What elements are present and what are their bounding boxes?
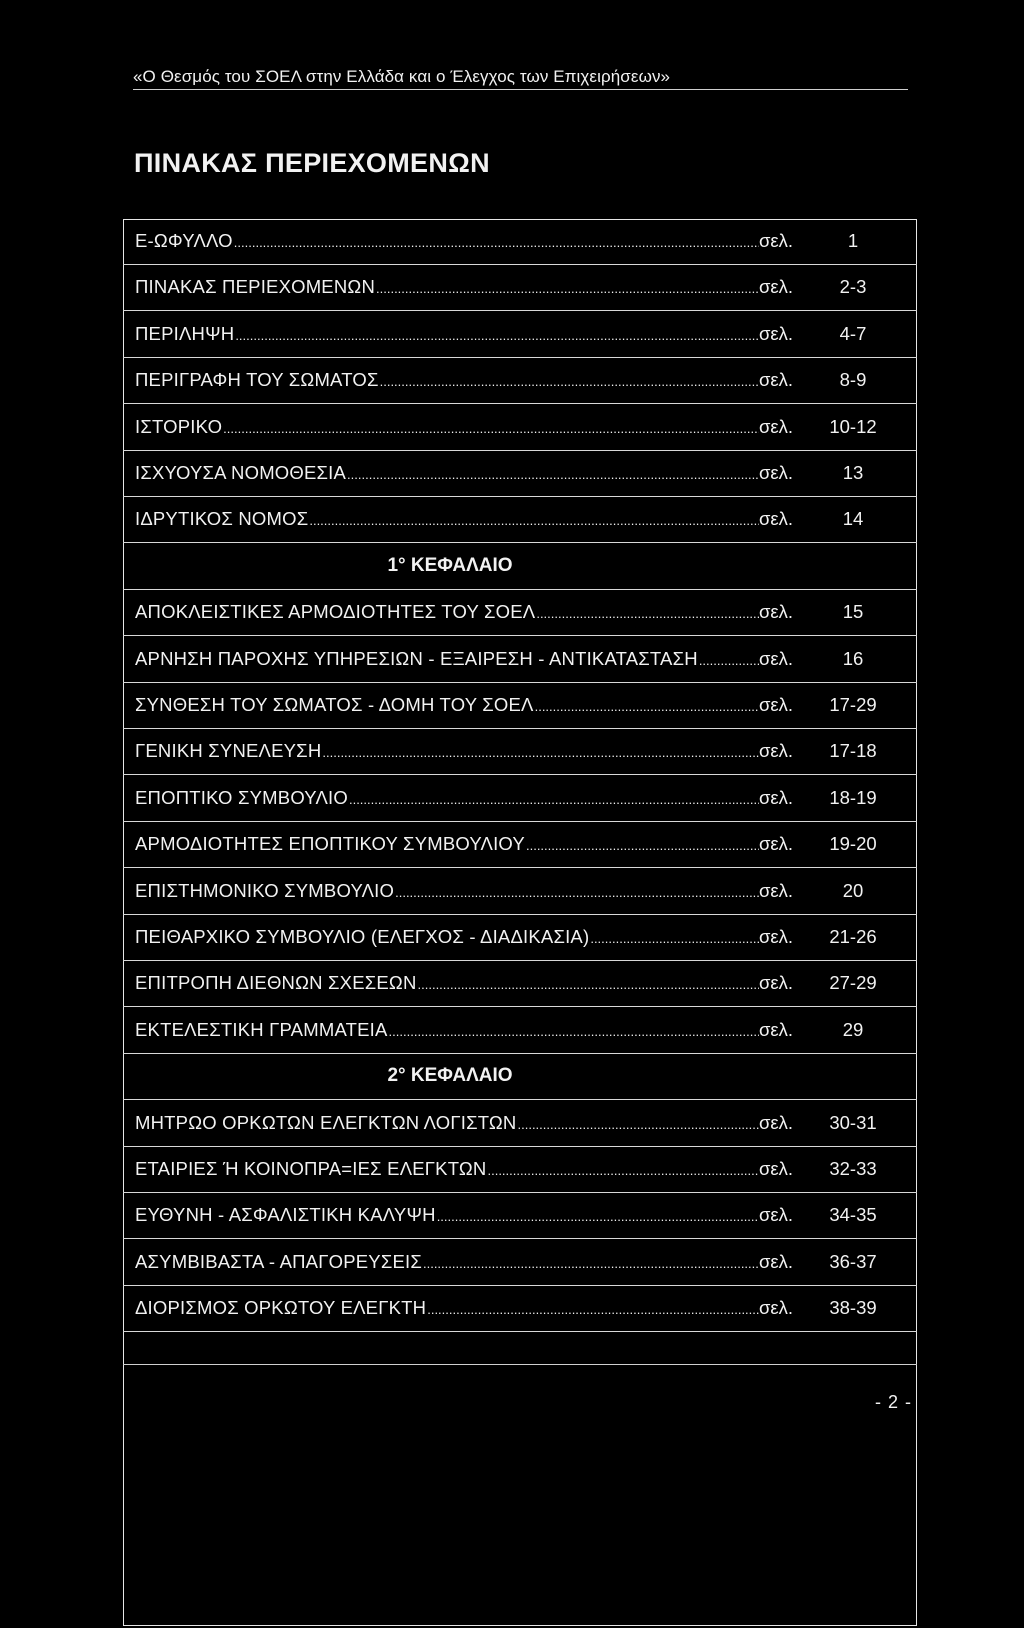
toc-page-abbr: σελ. [759,972,794,993]
toc-page-range: 32-33 [829,1158,877,1179]
toc-row [123,915,917,961]
toc-row [123,1193,917,1239]
chapter-label: 2° ΚΕΦΑΛΑΙΟ [387,1065,513,1086]
toc-page-range: 29 [842,1019,864,1040]
toc-row [123,451,917,497]
toc-page-range: 38-39 [829,1297,877,1318]
toc-entry-title: ΙΣΧΥΟΥΣΑ ΝΟΜΟΘΕΣΙΑ ..... [135,462,759,486]
toc-entry-title: ΠΕΡΙΛΗΨΗ ..... [135,323,759,347]
page-number: - 2 - [874,1392,912,1412]
toc-page-range: 17-29 [829,694,877,715]
toc-row [123,776,917,822]
toc-row [123,961,917,1007]
toc-row [123,1147,917,1193]
toc-page-abbr: σελ. [759,926,794,947]
toc-page-range: 36-37 [829,1251,877,1272]
toc-entry-title: ΕΚΤΕΛΕΣΤΙΚΗ ΓΡΑΜΜΑΤΕΙΑ ..... [135,1019,759,1043]
toc-page-range: 15 [842,601,864,622]
toc-page-range: 8-9 [839,369,867,390]
toc-entry-title: ΕΤΑΙΡΙΕΣ Ή ΚΟΙΝΟΠΡΑ=ΙΕΣ ΕΛΕΓΚΤΩΝ ..... [135,1158,759,1182]
toc-table [123,219,917,1628]
toc-page-abbr: σελ. [759,833,794,854]
toc-chapter-heading [123,544,917,590]
toc-page-abbr: σελ. [759,276,794,297]
toc-entry-title: ΕΥΘΥΝΗ - ΑΣΦΑΛΙΣΤΙΚΗ ΚΑΛΥΨΗ ..... [135,1204,759,1228]
toc-page-range: 10-12 [829,416,877,437]
toc-row [123,1286,917,1332]
toc-entry-title: ΔΙΟΡΙΣΜΟΣ ΟΡΚΩΤΟΥ ΕΛΕΓΚΤΗ ..... [135,1297,759,1321]
toc-entry-title: ΑΣΥΜΒΙΒΑΣΤΑ - ΑΠΑΓΟΡΕΥΣΕΙΣ ..... [135,1251,759,1275]
toc-entry-title: ΠΕΡΙΓΡΑΦΗ ΤΟΥ ΣΩΜΑΤΟΣ ..... [135,369,759,393]
toc-page-range: 16 [842,648,864,669]
toc-entry-title: ΠΕΙΘΑΡΧΙΚΟ ΣΥΜΒΟΥΛΙΟ (ΕΛΕΓΧΟΣ - ΔΙΑΔΙΚΑΣΙΑ) ..... [135,926,759,950]
footer-rule [123,1364,917,1365]
toc-page-abbr: σελ. [759,1019,794,1040]
toc-page-range: 21-26 [829,926,877,947]
toc-entry-title: ΕΠΙΤΡΟΠΗ ΔΙΕΘΝΩΝ ΣΧΕΣΕΩΝ ..... [135,972,759,996]
toc-page-range: 4-7 [839,323,867,344]
toc-page-range: 30-31 [829,1112,877,1133]
toc-page-range: 19-20 [829,833,877,854]
toc-row [123,1101,917,1147]
header-rule [133,89,908,90]
toc-entry-title: ΑΡΝΗΣΗ ΠΑΡΟΧΗΣ ΥΠΗΡΕΣΙΩΝ - ΕΞΑΙΡΕΣΗ - ΑΝΤΙΚΑΤΑΣΤΑΣΗ ..... [135,648,759,672]
document-title: ΠΙΝΑΚΑΣ ΠΕΡΙΕΧΟΜΕΝΩΝ [134,148,490,178]
toc-page-abbr: σελ. [759,880,794,901]
toc-row [123,1240,917,1286]
toc-entry-title: ΑΡΜΟΔΙΟΤΗΤΕΣ ΕΠΟΠΤΙΚΟΥ ΣΥΜΒΟΥΛΙΟΥ ..... [135,833,759,857]
toc-page-abbr: σελ. [759,648,794,669]
toc-page-range: 18-19 [829,787,877,808]
toc-page-abbr: σελ. [759,230,794,251]
toc-row [123,1008,917,1054]
running-header: «Ο Θεσμός του ΣΟΕΛ στην Ελλάδα και ο Έλεγχος των Επιχειρήσεων» [133,67,671,86]
toc-entry-title: ΓΕΝΙΚΗ ΣΥΝΕΛΕΥΣΗ ..... [135,740,759,764]
toc-row [123,637,917,683]
toc-page-abbr: σελ. [759,416,794,437]
toc-page-abbr: σελ. [759,1158,794,1179]
toc-row [123,869,917,915]
chapter-label: 1° ΚΕΦΑΛΑΙΟ [387,555,513,576]
toc-entry-title: ΠΙΝΑΚΑΣ ΠΕΡΙΕΧΟΜΕΝΩΝ ..... [135,276,759,300]
toc-page-range: 27-29 [829,972,877,993]
toc-row [123,265,917,311]
toc-row [123,683,917,729]
toc-row [123,312,917,358]
toc-entry-title: ΕΠΟΠΤΙΚΟ ΣΥΜΒΟΥΛΙΟ ..... [135,787,759,811]
toc-entry-title: ΑΠΟΚΛΕΙΣΤΙΚΕΣ ΑΡΜΟΔΙΟΤΗΤΕΣ ΤΟΥ ΣΟΕΛ ..... [135,601,759,625]
toc-page-abbr: σελ. [759,787,794,808]
toc-page-abbr: σελ. [759,1297,794,1318]
toc-page-abbr: σελ. [759,1204,794,1225]
toc-page-abbr: σελ. [759,508,794,529]
toc-page-abbr: σελ. [759,323,794,344]
toc-page-range: 20 [842,880,864,901]
toc-page-range: 14 [842,508,864,529]
toc-row [123,405,917,451]
toc-page-abbr: σελ. [759,369,794,390]
toc-entry-title: Ε-ΩΦΥΛΛΟ ..... [135,230,759,254]
toc-page-range: 17-18 [829,740,877,761]
toc-page-abbr: σελ. [759,1112,794,1133]
toc-entry-title: ΣΥΝΘΕΣΗ ΤΟΥ ΣΩΜΑΤΟΣ - ΔΟΜΗ ΤΟΥ ΣΟΕΛ ..... [135,694,759,718]
toc-row [123,497,917,543]
toc-page-range: 13 [842,462,864,483]
toc-entry-title: ΙΔΡΥΤΙΚΟΣ ΝΟΜΟΣ ..... [135,508,759,532]
toc-row [123,219,917,265]
toc-row [123,822,917,868]
toc-page-abbr: σελ. [759,1251,794,1272]
toc-row [123,729,917,775]
toc-entry-title: ΙΣΤΟΡΙΚΟ ..... [135,416,759,440]
toc-chapter-heading [123,1054,917,1100]
toc-page-abbr: σελ. [759,601,794,622]
toc-page-range: 34-35 [829,1204,877,1225]
toc-page-abbr: σελ. [759,740,794,761]
toc-entry-title: ΕΠΙΣΤΗΜΟΝΙΚΟ ΣΥΜΒΟΥΛΙΟ ..... [135,880,759,904]
toc-row [123,358,917,404]
toc-entry-title: ΜΗΤΡΩΟ ΟΡΚΩΤΩΝ ΕΛΕΓΚΤΩΝ ΛΟΓΙΣΤΩΝ ..... [135,1112,759,1136]
toc-page-abbr: σελ. [759,694,794,715]
toc-row [123,590,917,636]
toc-page-abbr: σελ. [759,462,794,483]
toc-page-range: 2-3 [839,276,867,297]
toc-page-range: 1 [847,230,859,251]
